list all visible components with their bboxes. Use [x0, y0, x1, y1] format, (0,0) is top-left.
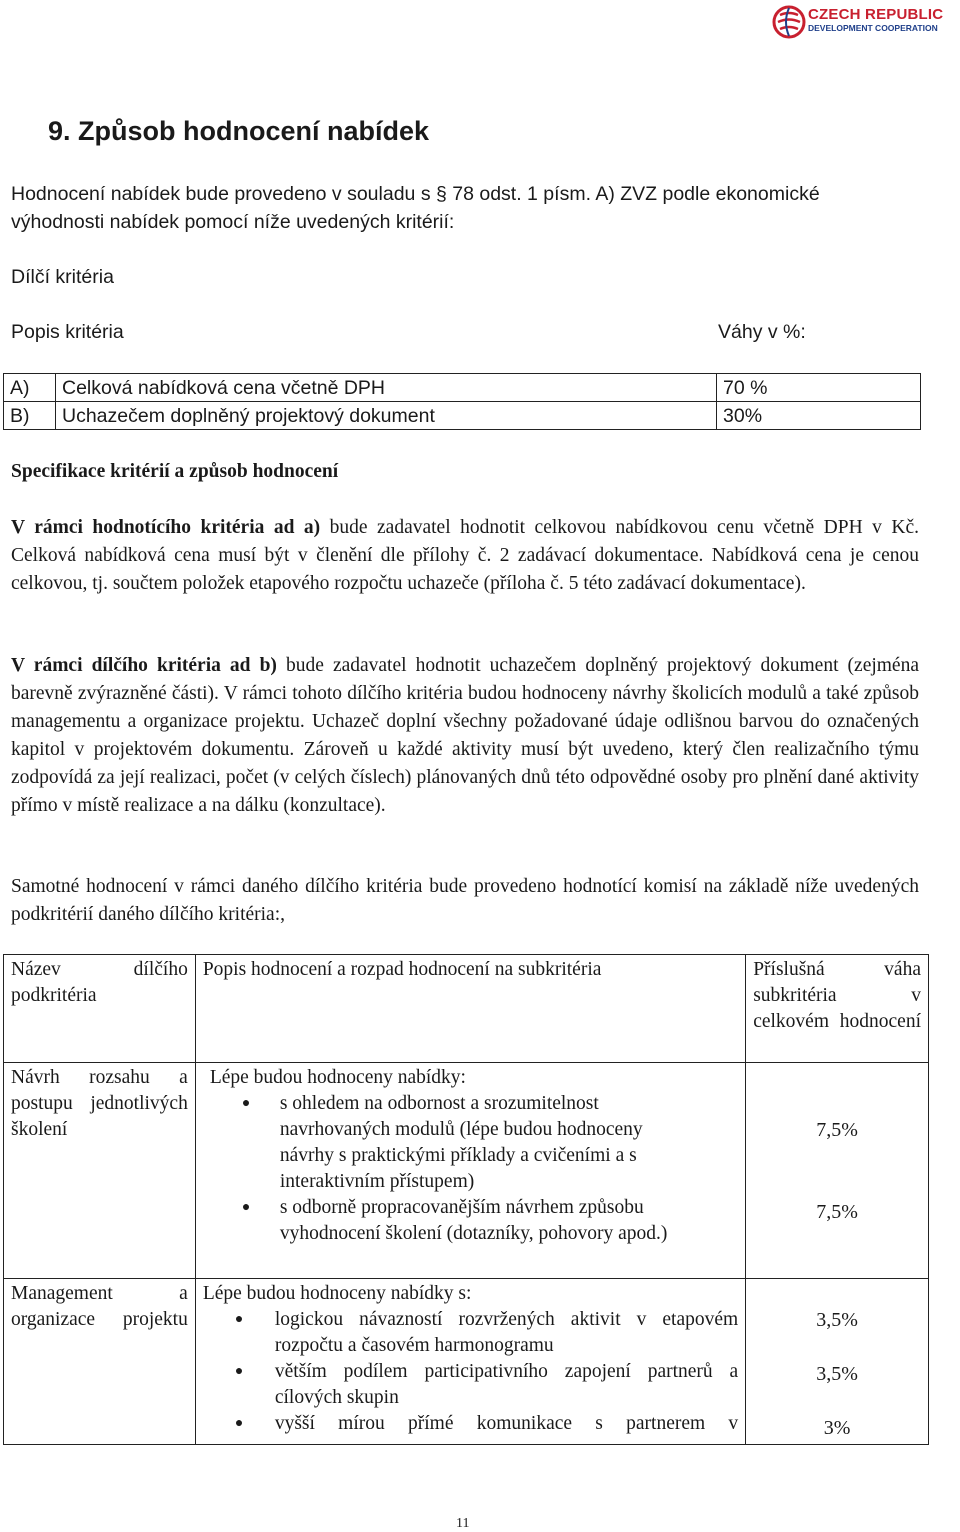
paragraph-criterion-a: [11, 514, 919, 598]
subcriterion-name: Návrh rozsahu a postupu jednotlivých školení: [11, 1067, 188, 1140]
paragraph-evaluation-intro: Samotné hodnocení v rámci daného dílčího kritéria bude provedeno hodnotící komisí na základě níže uvedených podkritérií daného dílčího kritéria:,: [11, 876, 919, 925]
criterion-weight: 30%: [717, 402, 921, 430]
intro-line-2: výhodnosti nabídek pomocí níže uvedených kritérií:: [11, 211, 455, 233]
subcriteria-table: [3, 954, 929, 1445]
criteria-table: [3, 373, 921, 430]
subcriterion-weight: 3,5%: [816, 1309, 858, 1331]
subcriterion-list: [203, 1307, 738, 1437]
table-row: [4, 1279, 929, 1445]
criterion-text: Celková nabídková cena včetně DPH: [56, 374, 717, 402]
list-item: ● logickou návazností rozvržených aktivit v etapovém rozpočtu a časovém harmonogramu: [203, 1307, 738, 1359]
table-row: [4, 402, 921, 430]
subcriterion-intro: Lépe budou hodnoceny nabídky s:: [202, 1283, 472, 1304]
weights-header: Váhy v %:: [718, 321, 806, 343]
header-weight: Příslušná váha subkritéria v celkovém hodnocení: [753, 959, 921, 1032]
subcriterion-list: [210, 1091, 738, 1247]
paragraph-criterion-b: [11, 652, 919, 820]
list-item: ● větším podílem participativního zapojení partnerů a cílových skupin: [203, 1359, 738, 1411]
globe-logo-icon: [772, 5, 806, 39]
criterion-letter: B): [4, 402, 56, 430]
subcriterion-weight: 7,5%: [816, 1201, 858, 1223]
criteria-description-header: Popis kritéria: [11, 321, 124, 343]
criterion-text: Uchazečem doplněný projektový dokument: [56, 402, 717, 430]
table-row: [4, 374, 921, 402]
subcriterion-weight: 3,5%: [816, 1363, 858, 1385]
intro-line-1: Hodnocení nabídek bude provedeno v souladu s § 78 odst. 1 písm. A) ZVZ podle ekonomické: [11, 183, 820, 205]
subcriterion-weight: 7,5%: [816, 1119, 858, 1141]
criterion-letter: A): [4, 374, 56, 402]
page-number: 11: [456, 1516, 470, 1531]
criterion-weight: 70 %: [717, 374, 921, 402]
subcriterion-name: Management a organizace projektu: [11, 1283, 188, 1330]
paragraph-a-body: bude zadavatel hodnotit celkovou nabídkovou cenu včetně DPH v Kč. Celková nabídková cena musí být v členění dle přílohy č. 2 zadávací dokumentace. Nabídková cena je cenou celkovou, tj. součtem položek etapového rozpočtu uchazeče (příloha č. 5 této zadávací dokumentace).: [11, 517, 919, 594]
section-heading: 9. Způsob hodnocení nabídek: [48, 116, 430, 146]
paragraph-b-body: bude zadavatel hodnotit uchazečem doplněný projektový dokument (zejména barevně zvýrazněné části). V rámci tohoto dílčího kritéria budou hodnoceny návrhy školicích modulů a také způsob managementu a organizace projektu. Uchazeč doplní všechny požadované údaje odlišnou barvou do označených kapitol v projektovém dokumentu. Zároveň u každé aktivity musí být uvedeno, který člen realizačního týmu zodpovídá za její realizaci, počet (v celých číslech) plánovaných dnů této odpovědné osoby pro plnění dané aktivity přímo v místě realizace a na dálku (konzultace).: [11, 655, 919, 816]
paragraph-b-lead: V rámci dílčího kritéria ad b): [11, 655, 277, 676]
table-row: [4, 955, 929, 1063]
header-subcriterion-name: Název dílčího podkritéria: [11, 959, 188, 1006]
table-row: [4, 1063, 929, 1279]
list-item: ● s ohledem na odbornost a srozumitelnost navrhovaných modulů (lépe budou hodnoceny návrhy s praktickými příklady a cvičeními a s interaktivním přístupem): [210, 1091, 738, 1195]
logo-subtitle: DEVELOPMENT COOPERATION: [808, 23, 938, 33]
paragraph-a-lead: V rámci hodnotícího kritéria ad a): [11, 517, 321, 538]
subcriterion-weight: 3%: [823, 1417, 851, 1439]
list-item: ● vyšší mírou přímé komunikace s partnerem v: [203, 1411, 738, 1437]
specification-heading: Specifikace kritérií a způsob hodnocení: [11, 461, 339, 482]
subcriterion-intro: Lépe budou hodnoceny nabídky:: [209, 1067, 466, 1088]
partial-criteria-label: Dílčí kritéria: [11, 266, 114, 288]
list-item: ● s odborně propracovanějším návrhem způsobu vyhodnocení školení (dotazníky, pohovory apod.): [210, 1195, 738, 1247]
czech-development-cooperation-logo: [772, 4, 958, 40]
intro-paragraph: [11, 180, 919, 236]
logo-title: CZECH REPUBLIC: [808, 6, 944, 23]
header-description: Popis hodnocení a rozpad hodnocení na subkritéria: [202, 959, 602, 980]
